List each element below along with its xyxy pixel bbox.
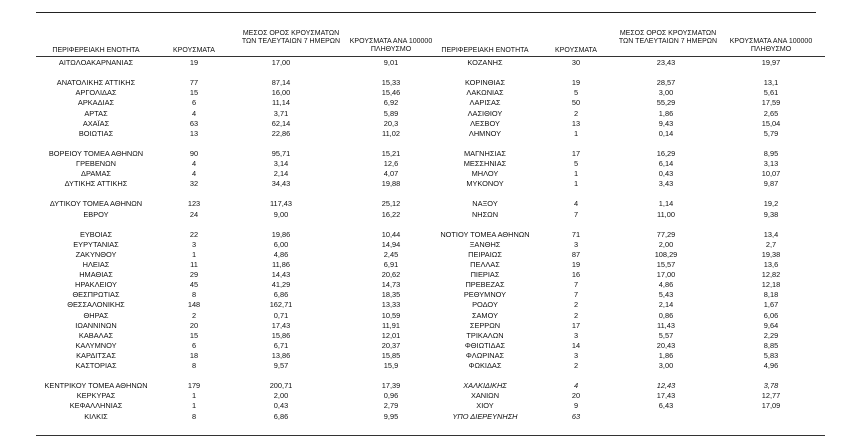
- left-row-cases: 1: [191, 249, 197, 259]
- right-row-region: ΧΑΝΙΩΝ: [470, 391, 500, 401]
- right-row-per100k: 12,82: [761, 270, 781, 280]
- right-row-per100k: 8,18: [763, 290, 779, 300]
- right-header-cases: ΚΡΟΥΣΜΑΤΑ: [555, 47, 597, 54]
- left-row-cases: 8: [191, 411, 197, 421]
- right-row-region: ΦΘΙΩΤΙΔΑΣ: [464, 340, 506, 350]
- right-row-per100k: 19,38: [761, 249, 781, 259]
- right-row-per100k: 12,77: [761, 391, 781, 401]
- left-row-cases: 11: [190, 260, 198, 269]
- right-row-region: ΤΡΙΚΑΛΩΝ: [466, 330, 504, 340]
- left-row-cases: 13: [189, 128, 199, 138]
- right-row-avg: 55,29: [656, 98, 676, 108]
- left-row-avg: 15,86: [271, 330, 291, 340]
- right-row-cases: 3: [573, 330, 579, 340]
- right-row-avg: 3,43: [658, 179, 674, 189]
- left-row-cases: 3: [191, 239, 197, 249]
- left-row-region: ΒΟΡΕΙΟΥ ΤΟΜΕΑ ΑΘΗΝΩΝ: [48, 148, 144, 158]
- left-row-per100k: 17,39: [381, 381, 401, 391]
- left-row-cases: 18: [189, 350, 199, 360]
- left-row-cases: 4: [191, 169, 197, 179]
- right-row-cases: 1: [573, 169, 579, 179]
- right-row-avg: 23,43: [656, 58, 676, 67]
- left-row-region: ΗΡΑΚΛΕΙΟΥ: [75, 280, 117, 290]
- left-row-per100k: 0,96: [383, 391, 399, 401]
- left-row-cases: 8: [191, 361, 197, 370]
- right-row-cases: 7: [573, 280, 579, 290]
- left-row-per100k: 19,88: [381, 179, 401, 189]
- left-row-per100k: 16,22: [381, 209, 401, 219]
- left-row-avg: 2,00: [273, 391, 289, 401]
- right-row-region: ΚΟΡΙΝΘΙΑΣ: [464, 78, 506, 88]
- left-header-region: ΠΕΡΙΦΕΡΕΙΑΚΗ ΕΝΟΤΗΤΑ: [52, 47, 140, 54]
- right-row-per100k: 10,07: [761, 169, 781, 179]
- left-row-avg: 9,57: [273, 361, 289, 370]
- left-row-avg: 0,71: [273, 310, 289, 320]
- left-row-per100k: 9,01: [383, 58, 399, 67]
- left-row-cases: 1: [191, 391, 197, 401]
- left-row-cases: 45: [189, 280, 199, 290]
- left-row-avg: 162,71: [269, 300, 293, 310]
- right-row-per100k: 12,18: [761, 280, 781, 290]
- left-row-per100k: 20,37: [381, 340, 401, 350]
- left-row-region: ΑΙΤΩΛΟΑΚΑΡΝΑΝΙΑΣ: [58, 58, 134, 67]
- left-row-avg: 16,00: [271, 88, 291, 98]
- right-row-cases: 1: [573, 128, 579, 138]
- right-row-avg: 5,57: [658, 330, 674, 340]
- left-row-avg: 41,29: [271, 280, 291, 290]
- left-row-region: ΑΡΚΑΔΙΑΣ: [77, 98, 115, 108]
- right-row-cases: 2: [573, 300, 579, 310]
- left-row-cases: 123: [187, 199, 201, 209]
- left-row-per100k: 12,01: [381, 330, 401, 340]
- left-row-region: ΑΡΤΑΣ: [84, 108, 108, 118]
- right-row-avg: 6,14: [658, 159, 674, 168]
- left-row-region: ΚΑΛΥΜΝΟΥ: [75, 340, 117, 350]
- right-row-avg: 108,29: [654, 249, 678, 259]
- right-row-per100k: 13,6: [763, 260, 779, 269]
- right-row-region: ΛΕΣΒΟΥ: [470, 118, 500, 128]
- left-row-cases: 4: [191, 159, 197, 168]
- right-row-cases: 7: [573, 209, 579, 219]
- right-row-region: ΦΩΚΙΔΑΣ: [468, 361, 502, 370]
- right-row-cases: 4: [573, 381, 579, 391]
- left-row-region: ΚΑΣΤΟΡΙΑΣ: [75, 361, 117, 370]
- left-row-per100k: 4,07: [383, 169, 399, 179]
- right-row-cases: 5: [573, 88, 579, 98]
- right-row-region: ΥΠΟ ΔΙΕΡΕΥΝΗΣΗ: [452, 411, 518, 421]
- right-row-avg: 17,43: [656, 391, 676, 401]
- left-row-avg: 6,86: [273, 290, 289, 300]
- left-row-region: ΚΕΦΑΛΛΗΝΙΑΣ: [69, 401, 123, 411]
- right-row-region: ΛΑΣΙΘΙΟΥ: [467, 108, 503, 118]
- header-rule-right: [425, 56, 825, 57]
- right-row-region: ΡΟΔΟΥ: [472, 300, 498, 310]
- right-row-region: ΠΡΕΒΕΖΑΣ: [465, 280, 505, 290]
- left-row-region: ΘΕΣΠΡΩΤΙΑΣ: [72, 290, 120, 300]
- right-row-cases: 16: [571, 270, 581, 280]
- right-row-per100k: 1,67: [763, 300, 779, 310]
- left-row-region: ΔΥΤΙΚΗΣ ΑΤΤΙΚΗΣ: [64, 179, 128, 189]
- right-row-per100k: 19,97: [761, 58, 781, 67]
- left-row-per100k: 6,91: [383, 260, 399, 269]
- left-row-per100k: 15,85: [381, 350, 401, 360]
- right-row-avg: 11,43: [657, 320, 675, 330]
- right-row-region: ΜΕΣΣΗΝΙΑΣ: [463, 159, 507, 168]
- left-row-avg: 6,71: [273, 340, 289, 350]
- right-row-cases: 50: [571, 98, 581, 108]
- left-row-avg: 62,14: [271, 118, 291, 128]
- right-row-per100k: 2,7: [765, 239, 777, 249]
- right-row-per100k: 4,96: [763, 361, 779, 370]
- right-row-per100k: 5,61: [763, 88, 779, 98]
- right-row-avg: 0,86: [658, 310, 674, 320]
- right-row-region: ΜΥΚΟΝΟΥ: [466, 179, 504, 189]
- left-row-region: ΔΡΑΜΑΣ: [81, 169, 111, 179]
- left-row-region: ΘΕΣΣΑΛΟΝΙΚΗΣ: [67, 300, 125, 310]
- left-row-per100k: 10,59: [381, 310, 401, 320]
- right-row-avg: 5,43: [658, 290, 674, 300]
- left-row-region: ΚΕΡΚΥΡΑΣ: [76, 391, 116, 401]
- left-row-per100k: 20,3: [383, 118, 399, 128]
- left-row-avg: 95,71: [271, 148, 291, 158]
- right-row-per100k: 9,38: [763, 209, 779, 219]
- right-row-avg: 3,00: [658, 361, 674, 370]
- right-row-avg: 0,43: [658, 169, 674, 179]
- left-row-cases: 32: [189, 179, 199, 189]
- left-row-region: ΑΧΑΪΑΣ: [82, 118, 110, 128]
- left-row-region: ΖΑΚΥΝΘΟΥ: [75, 249, 117, 259]
- right-row-avg: 0,14: [658, 128, 674, 138]
- right-row-per100k: 8,85: [763, 340, 779, 350]
- left-row-per100k: 2,79: [383, 401, 399, 411]
- right-row-cases: 87: [571, 249, 581, 259]
- right-row-avg: 1,86: [658, 350, 674, 360]
- right-row-avg: 16,29: [656, 148, 676, 158]
- left-row-cases: 22: [189, 229, 199, 239]
- left-row-region: ΕΥΒΟΙΑΣ: [79, 229, 113, 239]
- right-row-per100k: 15,04: [761, 118, 781, 128]
- right-row-cases: 7: [573, 290, 579, 300]
- right-row-avg: 15,57: [656, 260, 676, 269]
- left-row-per100k: 15,9: [383, 361, 399, 370]
- right-row-region: ΠΕΙΡΑΙΩΣ: [468, 249, 502, 259]
- right-row-avg: 28,57: [656, 78, 676, 88]
- right-row-cases: 4: [573, 199, 579, 209]
- left-row-per100k: 15,21: [381, 148, 401, 158]
- left-row-per100k: 9,95: [383, 411, 399, 421]
- left-row-avg: 3,14: [273, 159, 289, 168]
- right-row-per100k: 19,2: [763, 199, 779, 209]
- left-row-cases: 63: [189, 118, 199, 128]
- right-row-per100k: 13,4: [763, 229, 779, 239]
- left-row-cases: 1: [191, 401, 197, 411]
- left-row-avg: 2,14: [273, 169, 289, 179]
- header-rule-left: [36, 56, 446, 57]
- right-row-region: ΝΑΞΟΥ: [472, 199, 498, 209]
- right-row-region: ΡΕΘΥΜΝΟΥ: [463, 290, 507, 300]
- left-row-region: ΕΒΡΟΥ: [83, 209, 109, 219]
- right-row-cases: 2: [573, 108, 579, 118]
- right-row-cases: 2: [573, 361, 579, 370]
- right-row-per100k: 8,95: [763, 148, 779, 158]
- left-row-avg: 87,14: [271, 78, 291, 88]
- bottom-rule-right: [425, 435, 825, 436]
- left-row-cases: 29: [189, 270, 199, 280]
- left-row-avg: 13,86: [271, 350, 291, 360]
- left-row-region: ΘΗΡΑΣ: [83, 310, 109, 320]
- left-row-cases: 19: [189, 58, 199, 67]
- left-row-region: ΕΥΡΥΤΑΝΙΑΣ: [73, 239, 119, 249]
- right-row-region: ΣΕΡΡΩΝ: [469, 320, 501, 330]
- top-rule: [36, 12, 816, 13]
- right-row-region: ΜΗΛΟΥ: [471, 169, 499, 179]
- left-row-avg: 22,86: [271, 128, 291, 138]
- right-row-per100k: 5,79: [763, 128, 779, 138]
- left-row-cases: 6: [191, 340, 197, 350]
- left-row-avg: 34,43: [271, 179, 291, 189]
- left-row-cases: 8: [191, 290, 197, 300]
- left-row-per100k: 18,35: [381, 290, 401, 300]
- left-row-per100k: 15,46: [381, 88, 401, 98]
- right-row-per100k: 17,09: [761, 401, 781, 411]
- right-row-per100k: 9,64: [763, 320, 779, 330]
- left-row-region: ΒΟΙΩΤΙΑΣ: [78, 128, 114, 138]
- right-row-cases: 19: [571, 78, 581, 88]
- right-row-avg: 9,43: [658, 118, 674, 128]
- left-row-avg: 3,71: [273, 108, 289, 118]
- left-row-region: ΗΛΕΙΑΣ: [82, 260, 110, 269]
- right-row-cases: 3: [573, 350, 579, 360]
- left-row-per100k: 11,02: [382, 128, 400, 138]
- left-row-avg: 17,43: [271, 320, 291, 330]
- right-row-cases: 13: [571, 118, 581, 128]
- right-row-avg: 3,00: [658, 88, 674, 98]
- right-row-region: ΜΑΓΝΗΣΙΑΣ: [464, 148, 506, 158]
- left-row-avg: 11,86: [272, 260, 290, 269]
- left-row-per100k: 25,12: [381, 199, 401, 209]
- left-row-cases: 15: [189, 88, 199, 98]
- right-row-region: ΛΗΜΝΟΥ: [468, 128, 502, 138]
- left-row-cases: 77: [189, 78, 199, 88]
- right-row-cases: 9: [573, 401, 579, 411]
- left-row-avg: 17,00: [271, 58, 291, 67]
- left-row-cases: 20: [189, 320, 199, 330]
- right-row-cases: 30: [571, 58, 581, 67]
- right-row-region: ΝΗΣΩΝ: [471, 209, 499, 219]
- right-row-avg: 77,29: [656, 229, 676, 239]
- left-row-region: ΚΙΛΚΙΣ: [84, 411, 108, 421]
- left-header-per100k: ΚΡΟΥΣΜΑΤΑ ΑΝΑ 100000 ΠΛΗΘΥΣΜΟ: [349, 38, 433, 53]
- left-row-avg: 6,86: [273, 411, 289, 421]
- right-row-region: ΝΟΤΙΟΥ ΤΟΜΕΑ ΑΘΗΝΩΝ: [440, 229, 530, 239]
- left-row-region: ΓΡΕΒΕΝΩΝ: [76, 159, 116, 168]
- left-row-avg: 4,86: [273, 249, 289, 259]
- right-row-region: ΛΑΡΙΣΑΣ: [469, 98, 501, 108]
- left-row-per100k: 15,33: [381, 78, 401, 88]
- left-row-region: ΚΑΡΔΙΤΣΑΣ: [76, 350, 116, 360]
- right-row-cases: 5: [573, 159, 579, 168]
- right-row-per100k: 17,59: [761, 98, 781, 108]
- right-row-cases: 20: [571, 391, 581, 401]
- left-row-cases: 15: [189, 330, 199, 340]
- right-row-cases: 3: [573, 239, 579, 249]
- right-row-avg: 2,00: [658, 239, 674, 249]
- right-row-per100k: 2,29: [763, 330, 779, 340]
- right-row-region: ΦΛΩΡΙΝΑΣ: [465, 350, 505, 360]
- right-row-region: ΚΟΖΑΝΗΣ: [467, 58, 503, 67]
- right-row-avg: 6,43: [658, 401, 674, 411]
- right-row-cases: 17: [571, 148, 581, 158]
- right-row-region: ΧΙΟΥ: [476, 401, 494, 411]
- left-row-per100k: 2,45: [383, 249, 399, 259]
- left-row-region: ΚΕΝΤΡΙΚΟΥ ΤΟΜΕΑ ΑΘΗΝΩΝ: [44, 381, 148, 391]
- left-row-region: ΗΜΑΘΙΑΣ: [79, 270, 113, 280]
- right-header-region: ΠΕΡΙΦΕΡΕΙΑΚΗ ΕΝΟΤΗΤΑ: [441, 47, 529, 54]
- left-row-avg: 0,43: [273, 401, 289, 411]
- bottom-rule-left: [36, 435, 446, 436]
- left-row-per100k: 11,91: [382, 320, 400, 330]
- right-row-avg: 4,86: [658, 280, 674, 290]
- right-row-region: ΛΑΚΩΝΙΑΣ: [466, 88, 504, 98]
- left-row-avg: 11,14: [272, 98, 290, 108]
- right-row-per100k: 5,83: [763, 350, 779, 360]
- left-row-avg: 14,43: [271, 270, 291, 280]
- left-row-cases: 179: [187, 381, 201, 391]
- right-row-per100k: 9,87: [763, 179, 779, 189]
- right-row-region: ΠΙΕΡΙΑΣ: [470, 270, 500, 280]
- right-row-per100k: 3,78: [763, 381, 779, 391]
- right-row-cases: 63: [571, 411, 581, 421]
- right-row-cases: 17: [571, 320, 581, 330]
- right-row-per100k: 2,65: [763, 108, 779, 118]
- right-row-region: ΧΑΛΚΙΔΙΚΗΣ: [463, 381, 507, 391]
- right-row-avg: 12,43: [656, 381, 676, 391]
- left-row-per100k: 13,33: [381, 300, 401, 310]
- right-row-avg: 17,00: [656, 270, 676, 280]
- left-row-region: ΑΡΓΟΛΙΔΑΣ: [75, 88, 117, 98]
- left-row-per100k: 12,6: [383, 159, 399, 168]
- right-row-per100k: 6,06: [763, 310, 779, 320]
- left-row-per100k: 10,44: [381, 229, 401, 239]
- right-header-per100k: ΚΡΟΥΣΜΑΤΑ ΑΝΑ 100000 ΠΛΗΘΥΣΜΟ: [729, 38, 813, 53]
- left-row-region: ΚΑΒΑΛΑΣ: [78, 330, 114, 340]
- left-row-per100k: 20,62: [381, 270, 401, 280]
- left-row-region: ΙΩΑΝΝΙΝΩΝ: [75, 320, 117, 330]
- right-row-avg: 20,43: [656, 340, 676, 350]
- right-row-cases: 71: [571, 229, 581, 239]
- left-row-cases: 2: [191, 310, 197, 320]
- left-row-cases: 90: [189, 148, 199, 158]
- right-row-region: ΣΑΜΟΥ: [471, 310, 499, 320]
- left-row-per100k: 14,94: [381, 239, 401, 249]
- left-header-cases: ΚΡΟΥΣΜΑΤΑ: [173, 47, 215, 54]
- left-row-avg: 19,86: [271, 229, 291, 239]
- right-row-cases: 2: [573, 310, 579, 320]
- left-row-region: ΔΥΤΙΚΟΥ ΤΟΜΕΑ ΑΘΗΝΩΝ: [49, 199, 143, 209]
- left-header-avg: ΜΕΣΟΣ ΟΡΟΣ ΚΡΟΥΣΜΑΤΩΝ ΤΩΝ ΤΕΛΕΥΤΑΙΩΝ 7 ΗΜΕΡΩΝ: [241, 30, 341, 45]
- right-row-cases: 14: [571, 340, 581, 350]
- right-row-region: ΠΕΛΛΑΣ: [470, 260, 500, 269]
- right-row-per100k: 13,1: [763, 78, 779, 88]
- left-row-cases: 4: [191, 108, 197, 118]
- right-row-avg: 1,14: [658, 199, 674, 209]
- left-row-avg: 6,00: [273, 239, 289, 249]
- left-row-per100k: 6,92: [383, 98, 399, 108]
- left-row-cases: 148: [187, 300, 201, 310]
- left-row-cases: 24: [189, 209, 199, 219]
- left-row-per100k: 5,89: [383, 108, 399, 118]
- right-row-avg: 11,00: [657, 209, 675, 219]
- left-row-per100k: 14,73: [381, 280, 401, 290]
- left-row-cases: 6: [191, 98, 197, 108]
- left-row-avg: 117,43: [269, 199, 293, 209]
- right-row-avg: 2,14: [658, 300, 674, 310]
- right-header-avg: ΜΕΣΟΣ ΟΡΟΣ ΚΡΟΥΣΜΑΤΩΝ ΤΩΝ ΤΕΛΕΥΤΑΙΩΝ 7 ΗΜΕΡΩΝ: [618, 30, 718, 45]
- left-row-avg: 9,00: [273, 209, 289, 219]
- right-row-per100k: 3,13: [763, 159, 779, 168]
- left-row-region: ΑΝΑΤΟΛΙΚΗΣ ΑΤΤΙΚΗΣ: [56, 78, 136, 88]
- right-row-cases: 19: [571, 260, 581, 269]
- right-row-cases: 1: [573, 179, 579, 189]
- right-row-avg: 1,86: [658, 108, 674, 118]
- left-row-avg: 200,71: [269, 381, 293, 391]
- right-row-region: ΞΑΝΘΗΣ: [469, 239, 501, 249]
